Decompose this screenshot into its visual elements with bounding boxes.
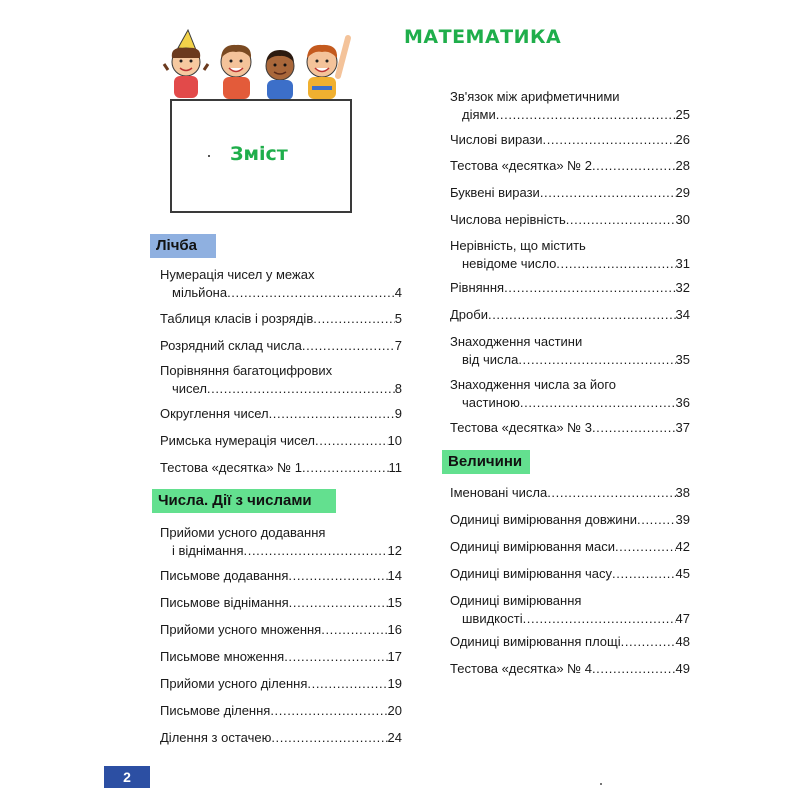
toc-entry[interactable]: [160, 729, 402, 747]
toc-entry[interactable]: [450, 511, 690, 529]
toc-entry[interactable]: [450, 484, 690, 502]
toc-page-number: 10: [387, 433, 402, 448]
toc-entry-title: Письмове ділення: [160, 703, 271, 718]
dot-leader: [504, 279, 675, 297]
toc-entry[interactable]: [160, 648, 402, 666]
dot-leader: [543, 131, 676, 149]
toc-entry[interactable]: [160, 310, 402, 328]
toc-page-number: 48: [675, 634, 690, 649]
toc-page-number: 38: [675, 485, 690, 500]
toc-entry-title: Порівняння багатоцифрових: [160, 363, 333, 378]
toc-page-number: 17: [387, 649, 402, 664]
dot-leader: [307, 675, 387, 693]
toc-entry-title-cont: невідоме число: [462, 256, 557, 271]
dot-leader: [523, 610, 676, 628]
toc-entry-title-cont: мільйона: [172, 285, 228, 300]
dot-leader: [289, 594, 388, 612]
toc-page-number: 15: [387, 595, 402, 610]
toc-page-number: 35: [675, 352, 690, 367]
toc-entry-title: Письмове віднімання: [160, 595, 289, 610]
toc-entry[interactable]: [450, 333, 690, 369]
toc-entry-title-cont: від числа: [462, 352, 519, 367]
section-header-chysla: Числа. Дії з числами: [152, 489, 336, 513]
toc-entry-title: Прийоми усного додавання: [160, 525, 326, 540]
toc-entry[interactable]: [450, 211, 690, 229]
toc-entry[interactable]: [160, 675, 402, 693]
toc-page-number: 36: [675, 395, 690, 410]
dot-leader: [621, 633, 676, 651]
toc-entry[interactable]: [450, 633, 690, 651]
toc-entry[interactable]: [160, 405, 402, 423]
dot-leader: [302, 459, 389, 477]
toc-entry[interactable]: [450, 131, 690, 149]
dot-leader: [288, 567, 387, 585]
dot-leader: [269, 405, 395, 423]
kid-boy-2-illustration: [266, 50, 294, 100]
toc-page-number: 34: [675, 307, 690, 322]
toc-entry[interactable]: [450, 376, 690, 412]
toc-entry-title: Одиниці вимірювання площі: [450, 634, 621, 649]
dot-leader: [520, 394, 676, 412]
toc-page-number: 14: [387, 568, 402, 583]
toc-entry[interactable]: [450, 660, 690, 678]
dot-leader: [615, 538, 676, 556]
dot-leader: [284, 648, 387, 666]
toc-entry-title: Письмове додавання: [160, 568, 289, 583]
toc-page-number: 47: [675, 611, 690, 626]
toc-entry[interactable]: [160, 432, 402, 450]
toc-page-number: 26: [675, 132, 690, 147]
dot-leader: [271, 729, 387, 747]
toc-page-number: 31: [675, 256, 690, 271]
toc-page-number: 5: [394, 311, 402, 326]
section-header-lichba: Лічба: [150, 234, 216, 258]
toc-page-number: 29: [675, 185, 690, 200]
toc-entry-title: Письмове множення: [160, 649, 285, 664]
toc-entry-title: Нумерація чисел у межах: [160, 267, 315, 282]
toc-entry-title: Округлення чисел: [160, 406, 269, 421]
toc-entry[interactable]: [450, 279, 690, 297]
decorative-dot: [208, 155, 210, 157]
toc-entry-title: Зв'язок між арифметичними: [450, 89, 620, 104]
toc-entry-title: Одиниці вимірювання: [450, 593, 582, 608]
toc-entry[interactable]: [450, 184, 690, 202]
toc-entry[interactable]: [160, 567, 402, 585]
toc-entry-title: Одиниці вимірювання маси: [450, 539, 615, 554]
toc-entry-title: Дроби: [450, 307, 488, 322]
kids-illustration: [160, 28, 360, 108]
toc-page-number: 37: [675, 420, 690, 435]
dot-leader: [518, 351, 675, 369]
dot-leader: [321, 621, 387, 639]
dot-leader: [637, 511, 676, 529]
dot-leader: [313, 310, 395, 328]
toc-entry-title: Таблиця класів і розрядів: [160, 311, 314, 326]
dot-leader: [488, 306, 676, 324]
toc-page-number: 39: [675, 512, 690, 527]
toc-entry-title: Числові вирази: [450, 132, 543, 147]
dot-leader: [227, 284, 395, 302]
toc-entry-title-cont: чисел: [172, 381, 207, 396]
toc-entry-title: Одиниці вимірювання часу: [450, 566, 613, 581]
subject-title: МАТЕМАТИКА: [404, 26, 562, 48]
toc-page-number: 32: [675, 280, 690, 295]
toc-entry[interactable]: [450, 538, 690, 556]
toc-entry-title: Одиниці вимірювання довжини: [450, 512, 638, 527]
toc-page-number: 16: [387, 622, 402, 637]
dot-leader: [592, 157, 676, 175]
toc-entry-title: Тестова «десятка» № 2: [450, 158, 592, 173]
dot-leader: [547, 484, 675, 502]
dot-leader: [315, 432, 388, 450]
toc-entry-title: Розрядний склад числа: [160, 338, 302, 353]
toc-entry-title: Ділення з остачею: [160, 730, 272, 745]
dot-leader: [540, 184, 676, 202]
toc-page-number: 12: [387, 543, 402, 558]
toc-entry[interactable]: [450, 157, 690, 175]
toc-entry[interactable]: [160, 459, 402, 477]
toc-entry-title: Прийоми усного ділення: [160, 676, 308, 691]
contents-title: Зміст: [230, 143, 288, 165]
dot-leader: [270, 702, 387, 720]
dot-leader: [496, 106, 676, 124]
toc-entry[interactable]: [160, 702, 402, 720]
dot-leader: [612, 565, 675, 583]
toc-entry[interactable]: [160, 524, 402, 560]
toc-page-number: 8: [394, 381, 402, 396]
toc-entry-title: Рівняння: [450, 280, 505, 295]
toc-entry-title: Римська нумерація чисел: [160, 433, 316, 448]
toc-entry-title: Нерівність, що містить: [450, 238, 586, 253]
toc-entry[interactable]: [160, 621, 402, 639]
kid-waving-illustration: [307, 38, 348, 99]
toc-entry-title: Тестова «десятка» № 3: [450, 420, 592, 435]
page-number-badge: 2: [104, 766, 150, 788]
toc-page-number: 24: [387, 730, 402, 745]
toc-page-number: 30: [675, 212, 690, 227]
toc-entry[interactable]: [450, 88, 690, 124]
dot-leader: [566, 211, 676, 229]
toc-entry-title: Тестова «десятка» № 4: [450, 661, 592, 676]
toc-entry-title-cont: діями: [462, 107, 496, 122]
kid-boy-1-illustration: [221, 45, 251, 99]
toc-entry-title: Іменовані числа: [450, 485, 548, 500]
dot-leader: [556, 255, 675, 273]
toc-entry-title-cont: і віднімання: [172, 543, 244, 558]
toc-page-number: 42: [675, 539, 690, 554]
toc-page-number: 19: [387, 676, 402, 691]
kid-girl-illustration: [164, 30, 208, 98]
section-header-velychyny: Величини: [442, 450, 530, 474]
toc-entry-title: Тестова «десятка» № 1: [160, 460, 302, 475]
toc-entry-title-cont: швидкості: [462, 611, 523, 626]
toc-page-number: 28: [675, 158, 690, 173]
toc-entry-title: Знаходження числа за його: [450, 377, 617, 392]
print-speck: [600, 783, 602, 785]
toc-entry[interactable]: [160, 337, 402, 355]
toc-entry[interactable]: [160, 594, 402, 612]
dot-leader: [592, 660, 676, 678]
dot-leader: [592, 419, 676, 437]
toc-page-number: 49: [675, 661, 690, 676]
dot-leader: [302, 337, 395, 355]
toc-entry-title: Числова нерівність: [450, 212, 566, 227]
toc-entry[interactable]: [450, 592, 690, 628]
toc-entry-title-cont: частиною: [462, 395, 520, 410]
toc-entry[interactable]: [450, 237, 690, 273]
toc-page-number: 7: [394, 338, 402, 353]
toc-entry[interactable]: [160, 266, 402, 302]
toc-entry[interactable]: [450, 419, 690, 437]
toc-entry-title: Буквені вирази: [450, 185, 540, 200]
toc-page-number: 4: [394, 285, 402, 300]
toc-entry-title: Знаходження частини: [450, 334, 583, 349]
toc-entry[interactable]: [160, 362, 402, 398]
toc-page-number: 20: [387, 703, 402, 718]
toc-page-number: 45: [675, 566, 690, 581]
toc-page-number: 9: [394, 406, 402, 421]
toc-entry[interactable]: [450, 565, 690, 583]
dot-leader: [244, 542, 388, 560]
toc-entry[interactable]: [450, 306, 690, 324]
toc-entry-title: Прийоми усного множення: [160, 622, 322, 637]
dot-leader: [207, 380, 395, 398]
toc-page-number: 25: [675, 107, 690, 122]
toc-page-number: 11: [388, 460, 402, 475]
